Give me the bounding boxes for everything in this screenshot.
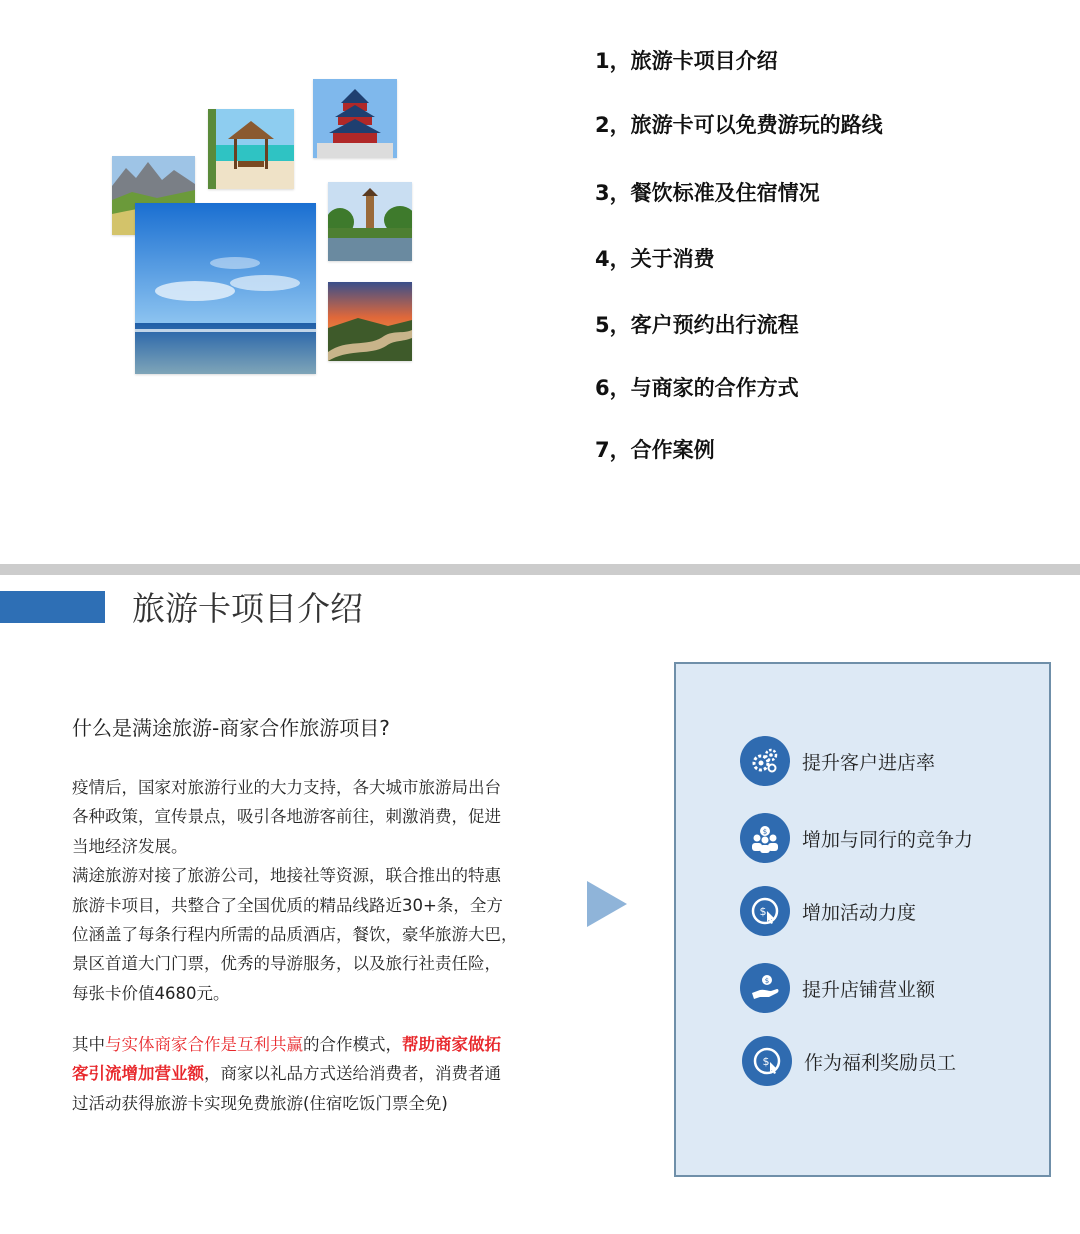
intro-line: 每张卡价值4680元。 [72,983,230,1003]
svg-text:$: $ [759,905,767,918]
agenda-slide [0,0,1080,564]
intro-line: 满途旅游对接了旅游公司，地接社等资源，联合推出的特惠 [72,866,501,886]
team-money-icon [740,813,790,863]
svg-text:$: $ [762,828,768,836]
benefit-item-1 [740,736,1080,786]
reward-icon [742,1036,792,1086]
gears-icon [740,736,790,786]
agenda-item-1[interactable]: 1，旅游卡项目介绍 [595,49,778,73]
benefits-panel [674,662,1051,1177]
coop-highlight: 与实体商家合作是互利共赢 [105,1035,303,1054]
temple-of-heaven-photo [313,79,397,158]
benefit-label: 提升店铺营业额 [802,979,936,1001]
svg-text:$: $ [762,1055,770,1068]
agenda-item-7[interactable]: 7，合作案例 [595,438,715,462]
title-accent-bar [0,591,105,623]
hand-coin-icon [740,963,790,1013]
agenda-item-6[interactable]: 6，与商家的合作方式 [595,376,799,400]
cooperation-paragraph [72,1030,542,1118]
benefit-label: 增加活动力度 [802,902,917,924]
intro-slide [0,575,1080,1234]
ocean-sky-photo [135,203,316,374]
intro-line: 旅游卡项目，共整合了全国优质的精品线路近30+条，全方 [72,895,503,915]
click-coin-icon [740,886,790,936]
intro-line: 疫情后，国家对旅游行业的大力支持，各大城市旅游局出台 [72,778,501,797]
benefit-label: 提升客户进店率 [802,752,936,774]
benefit-item-3 [740,886,1080,936]
coop-highlight-bold: 客引流增加营业额 [72,1064,204,1084]
pagoda-lake-photo [328,182,412,261]
beach-pavilion-photo [208,109,294,189]
intro-line: 景区首道大门门票，优秀的导游服务，以及旅行社责任险， [72,954,501,974]
svg-text:$: $ [764,977,770,985]
benefit-label: 作为福利奖励员工 [804,1052,957,1074]
intro-paragraph [72,773,542,1008]
benefit-item-4 [740,963,1080,1013]
intro-line: 位涵盖了每条行程内所需的品质酒店，餐饮，豪华旅游大巴， [72,925,518,945]
coop-text: 的合作模式， [303,1035,402,1054]
agenda-item-4[interactable]: 4，关于消费 [595,247,715,271]
slide-title: 旅游卡项目介绍 [132,589,363,628]
arrow-right-icon [587,881,627,927]
question-heading: 什么是满途旅游-商家合作旅游项目? [72,716,390,740]
coop-text: 过活动获得旅游卡实现免费旅游(住宿吃饭门票全免) [72,1093,448,1113]
slide-divider [0,564,1080,575]
agenda-item-5[interactable]: 5，客户预约出行流程 [595,313,799,337]
benefit-item-5 [742,1036,1080,1086]
coop-text: ，商家以礼品方式送给消费者，消费者通 [204,1064,501,1084]
agenda-item-3[interactable]: 3，餐饮标准及住宿情况 [595,181,820,205]
agenda-item-2[interactable]: 2，旅游卡可以免费游玩的路线 [595,113,883,137]
intro-line: 各种政策，宣传景点，吸引各地游客前往，刺激消费，促进 [72,807,501,827]
sunset-river-photo [328,282,412,361]
benefit-item-2 [740,813,1080,863]
coop-highlight-bold: 帮助商家做拓 [402,1035,501,1054]
benefit-label: 增加与同行的竞争力 [802,829,974,851]
coop-text: 其中 [72,1035,105,1054]
intro-line: 当地经济发展。 [72,836,188,856]
